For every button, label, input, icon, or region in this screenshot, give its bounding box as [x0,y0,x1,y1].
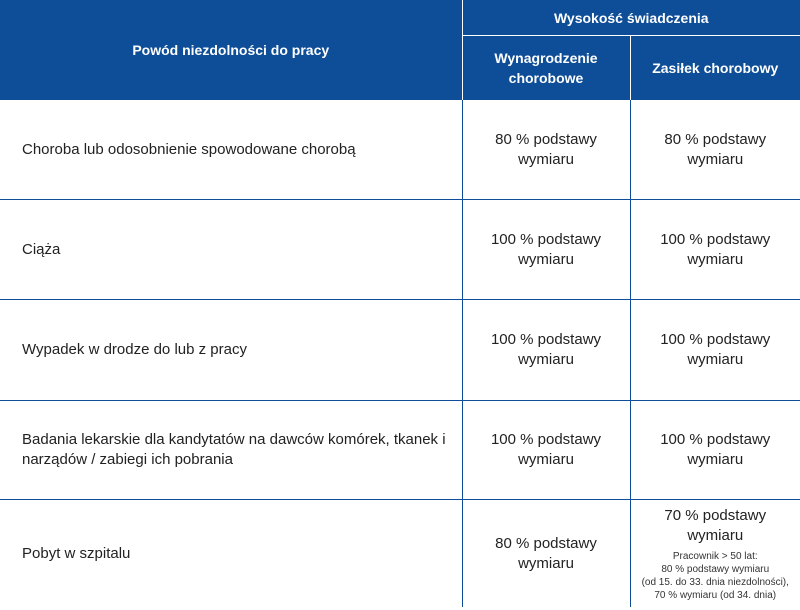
table-row [0,401,800,500]
allowance-cell: 80 % podstawy wymiaru [630,100,800,200]
reason-cell: Wypadek w drodze do lub z pracy [0,300,462,401]
header-benefit-amount: Wysokość świadczenia [462,0,800,36]
sick-pay-cell: 80 % podstawy wymiaru [462,100,630,200]
table-body [0,100,800,607]
note-line: (od 15. do 33. dnia niezdolności), [641,576,789,588]
sick-pay-cell: 100 % podstawy wymiaru [462,401,630,500]
allowance-cell: 100 % podstawy wymiaru [630,200,800,300]
sick-pay-cell: 100 % podstawy wymiaru [462,300,630,401]
reason-cell: Badania lekarskie dla kandytatów na dawców komórek, tkanek i narządów / zabiegi ich pobrania [0,401,462,500]
table-row [0,500,800,608]
allowance-note [637,550,795,602]
table-row [0,100,800,200]
sick-pay-cell: 80 % podstawy wymiaru [462,500,630,608]
note-line: 80 % podstawy wymiaru [661,563,770,575]
header-sickness-allowance: Zasiłek chorobowy [630,36,800,101]
reason-cell: Choroba lub odosobnienie spowodowane chorobą [0,100,462,200]
allowance-cell: 100 % podstawy wymiaru [630,401,800,500]
header-reason: Powód niezdolności do pracy [0,0,462,100]
table-row [0,200,800,300]
allowance-value: 70 % podstawy wymiaru [664,506,767,544]
table-row [0,300,800,401]
note-line: 70 % wymiaru (od 34. dnia) [654,589,777,601]
reason-cell: Ciąża [0,200,462,300]
table-header [0,0,800,100]
allowance-cell [630,500,800,608]
allowance-cell: 100 % podstawy wymiaru [630,300,800,401]
sick-pay-cell: 100 % podstawy wymiaru [462,200,630,300]
note-line: Pracownik > 50 lat: [672,550,758,562]
reason-cell: Pobyt w szpitalu [0,500,462,608]
header-sick-pay: Wynagrodzenie chorobowe [462,36,630,101]
